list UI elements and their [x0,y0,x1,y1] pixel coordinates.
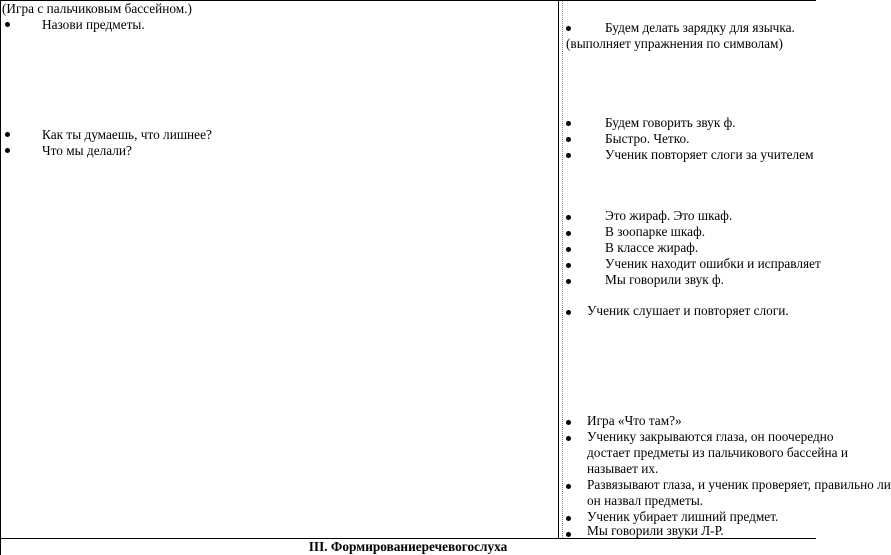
bullet-icon [5,132,10,137]
bullet-icon [566,231,571,236]
right-note: (выполняет упражнения по символам) [566,36,783,51]
right-item: Это жираф. Это шкаф. [605,208,733,223]
right-item: Мы говорили звук ф. [605,272,724,287]
right-item: Ученику закрываются глаза, он поочередно [587,429,834,444]
bullet-icon [566,137,571,142]
bullet-icon [566,532,571,537]
right-item: Быстро. Четко. [605,131,690,146]
right-item: Ученик слушает и повторяет слоги. [587,303,789,318]
section-heading: III. Формированиеречевогослуха [308,539,508,554]
right-item: Ученик находит ошибки и исправляет [605,256,821,271]
section-heading-row [0,538,816,555]
bullet-icon [566,310,571,315]
bullet-icon [5,148,10,153]
right-item: Мы говорили звуки Л-Р. [587,523,724,538]
bullet-icon [566,484,571,489]
right-item: Игра «Что там?» [587,413,682,428]
right-item: Ученик повторяет слоги за учителем [605,147,814,162]
table-border-left [0,0,1,555]
right-item: Развязывают глаза, и ученик проверяет, правильно ли [587,477,891,492]
left-intro: (Игра с пальчиковым бассейном.) [2,1,192,16]
bullet-icon [566,420,571,425]
right-item-continued: он назвал предметы. [587,493,704,508]
column-divider-dotted [562,0,564,538]
bullet-icon [566,247,571,252]
bullet-icon [566,26,571,31]
bullet-icon [566,516,571,521]
left-item: Назови предметы. [42,17,145,32]
bullet-icon [566,263,571,268]
bullet-icon [566,436,571,441]
right-item: Будем делать зарядку для язычка. [605,20,795,35]
bullet-icon [566,121,571,126]
right-item: В классе жираф. [605,240,699,255]
bullet-icon [566,215,571,220]
right-item: Ученик убирает лишний предмет. [587,509,779,524]
bullet-icon [566,279,571,284]
bullet-icon [5,22,10,27]
right-item-continued: достает предметы из пальчикового бассейна и [587,445,848,460]
left-item: Как ты думаешь, что лишнее? [42,127,212,142]
column-divider [558,0,559,538]
right-item: Будем говорить звук ф. [605,115,736,130]
bullet-icon [566,153,571,158]
right-item-continued: называет их. [587,461,659,476]
right-item: В зоопарке шкаф. [605,224,706,239]
left-item: Что мы делали? [42,143,132,158]
